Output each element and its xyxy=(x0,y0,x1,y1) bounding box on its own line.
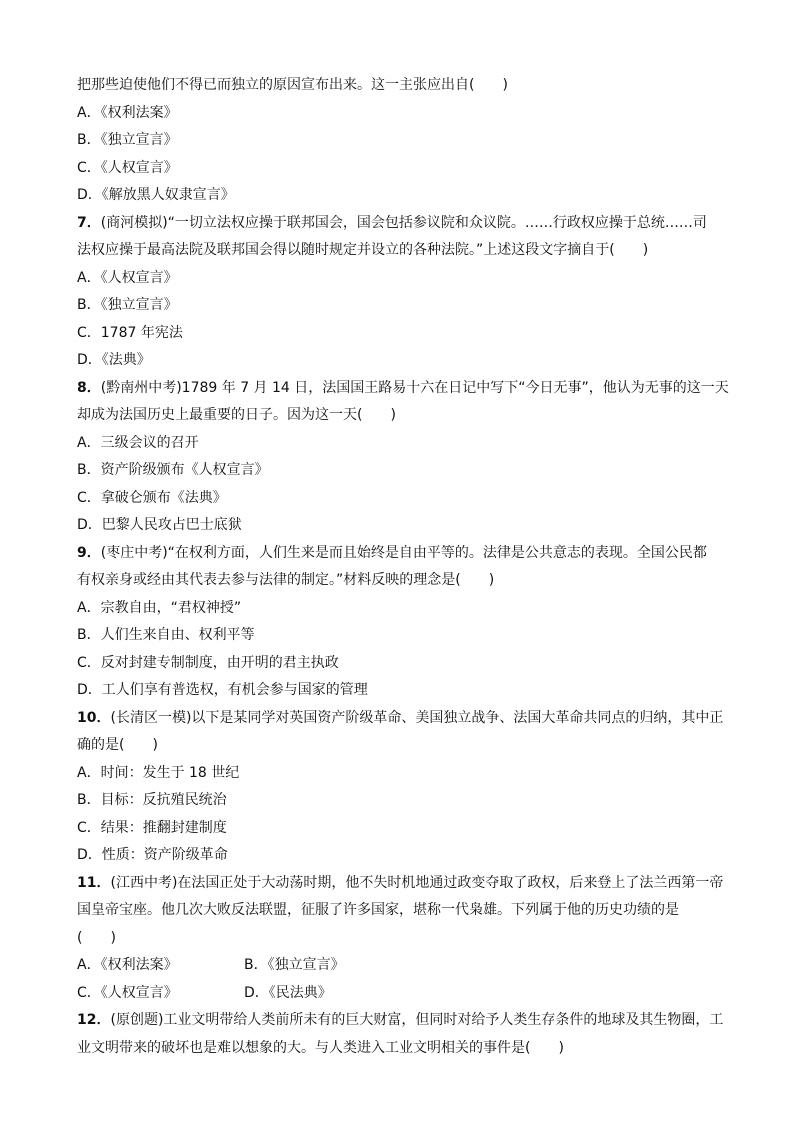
question-12-number: 12． xyxy=(77,1012,111,1028)
q7-option-b: B．《独立宣言》 xyxy=(77,297,178,313)
question-8-text-1: (黔南州中考)1789 年 7 月 14 日，法国国王路易十六在日记中写下“今日无事”，他认为无事的这一天 xyxy=(100,379,729,396)
question-6-stem: 把那些迫使他们不得已而独立的原因宣布出来。这一主张应出自( ) xyxy=(77,77,508,93)
q8-option-d: D．巴黎人民攻占巴士底狱 xyxy=(77,517,242,533)
question-11-text-1: (江西中考)在法国正处于大动荡时期，他不失时机地通过政变夺取了政权，后来登上了法兰西第一帝 xyxy=(110,874,724,891)
question-11-text-3: ( ) xyxy=(77,929,116,946)
question-7-number: 7． xyxy=(77,214,101,231)
question-12-text-1: (原创题)工业文明带给人类前所未有的巨大财富，但同时对给予人类生存条件的地球及其生物圈，工 xyxy=(110,1012,724,1028)
question-12-stem xyxy=(77,1007,722,1035)
q10-option-a: A．时间：发生于 18 世纪 xyxy=(77,764,240,781)
question-9-stem xyxy=(77,540,722,568)
q9-option-d: D．工人们享有普选权，有机会参与国家的管理 xyxy=(77,682,368,698)
question-8-number: 8． xyxy=(77,379,101,396)
q7-option-a: A．《人权宣言》 xyxy=(77,269,178,286)
question-7-text-2: 法权应操于最高法院及联邦国会得以随时规定并设立的各种法院。”上述这段文字摘自于( ) xyxy=(77,242,649,258)
q8-option-a: A．三级会议的召开 xyxy=(77,434,199,451)
q6-option-a: A．《权利法案》 xyxy=(77,104,178,121)
q11-options-row-1 xyxy=(77,952,722,980)
q11-option-b: B．《独立宣言》 xyxy=(244,957,345,973)
question-11-stem xyxy=(77,870,722,898)
question-9-text-1: (枣庄中考)“在权利方面，人们生来是而且始终是自由平等的。法律是公共意志的表现。全国公民都 xyxy=(100,544,707,561)
q9-option-b: B．人们生来自由、权利平等 xyxy=(77,627,255,643)
question-11-text-2: 国皇帝宝座。他几次大败反法联盟，征服了许多国家，堪称一代枭雄。下列属于他的历史功绩的是 xyxy=(77,902,679,918)
q11-option-a: A．《权利法案》 xyxy=(77,957,178,973)
q11-option-c: C．《人权宣言》 xyxy=(77,984,178,1001)
question-10-stem xyxy=(77,705,722,733)
q11-option-d: D．《民法典》 xyxy=(244,984,332,1001)
question-9-number: 9． xyxy=(77,544,101,561)
q10-option-d: D．性质：资产阶级革命 xyxy=(77,847,228,863)
q9-option-c: C．反对封建专制制度，由开明的君主执政 xyxy=(77,654,339,671)
question-8-text-2: 却成为法国历史上最重要的日子。因为这一天( ) xyxy=(77,407,396,423)
question-9-text-2: 有权亲身或经由其代表去参与法律的制定。”材料反映的理念是( ) xyxy=(77,572,495,588)
question-7-text-1: (商河模拟)“一切立法权应操于联邦国会，国会包括参议院和众议院。……行政权应操于总统……司 xyxy=(100,214,707,231)
question-10-text-1: (长清区一模)以下是某同学对英国资产阶级革命、美国独立战争、法国大革命共同点的归纳，其中正 xyxy=(110,709,724,726)
q11-options-row-2 xyxy=(77,980,722,1008)
question-7-stem xyxy=(77,210,722,238)
q10-option-b: B．目标：反抗殖民统治 xyxy=(77,792,227,808)
q8-option-b: B．资产阶级颁布《人权宣言》 xyxy=(77,462,269,478)
q6-option-d: D．《解放黑人奴隶宣言》 xyxy=(77,187,235,203)
q7-option-d: D．《法典》 xyxy=(77,352,151,368)
q6-option-b: B．《独立宣言》 xyxy=(77,132,178,148)
q9-option-a: A．宗教自由，“君权神授” xyxy=(77,599,242,616)
question-8-stem xyxy=(77,375,729,403)
q8-option-c: C．拿破仑颁布《法典》 xyxy=(77,489,227,506)
q10-option-c: C．结果：推翻封建制度 xyxy=(77,819,227,836)
exam-page xyxy=(77,72,729,1062)
question-11-number: 11． xyxy=(77,874,111,891)
q7-option-c: C．1787 年宪法 xyxy=(77,324,183,341)
question-10-number: 10． xyxy=(77,709,111,726)
question-10-text-2: 确的是( ) xyxy=(77,737,158,753)
q6-option-c: C．《人权宣言》 xyxy=(77,159,178,176)
question-12-text-2: 业文明带来的破坏也是难以想象的大。与人类进入工业文明相关的事件是( ) xyxy=(77,1039,564,1056)
